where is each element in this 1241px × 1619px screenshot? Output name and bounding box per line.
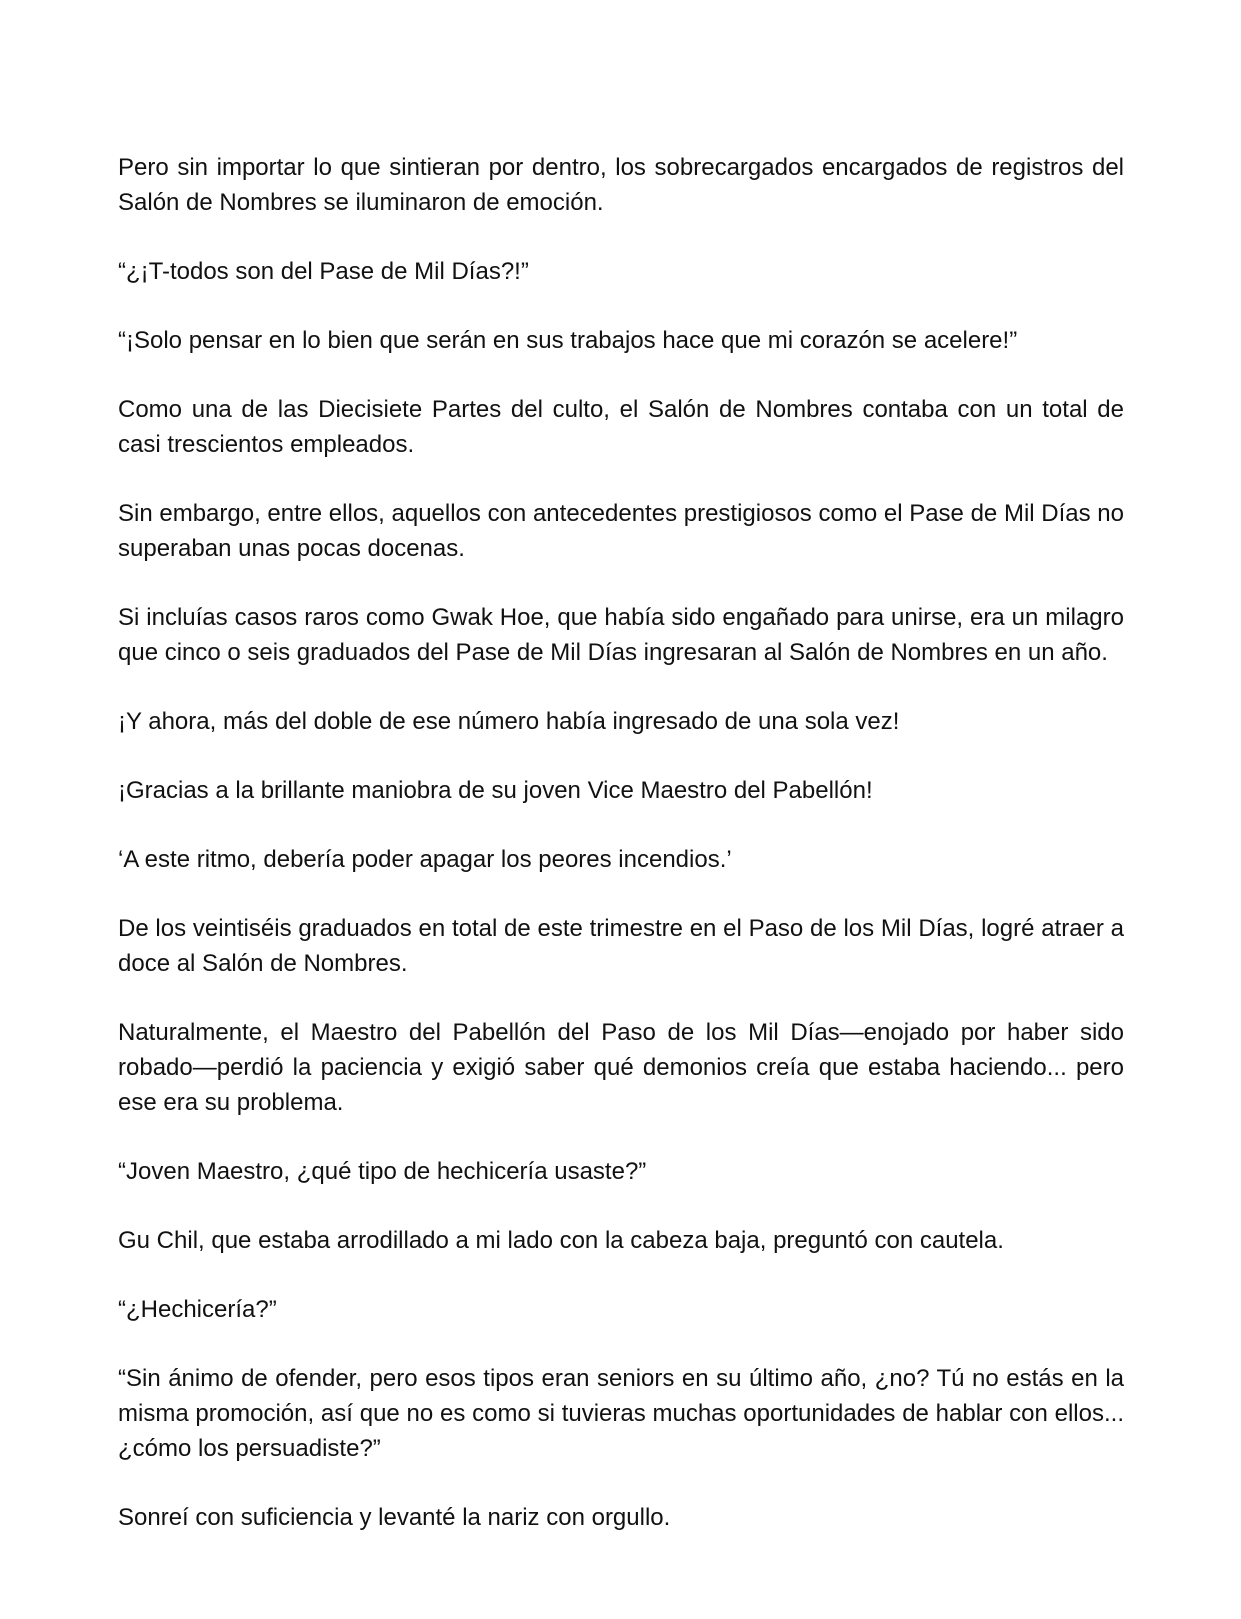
text-column	[118, 150, 1124, 1569]
paragraph: “Joven Maestro, ¿qué tipo de hechicería usaste?”	[118, 1158, 647, 1185]
paragraph: Gu Chil, que estaba arrodillado a mi lado con la cabeza baja, preguntó con cautela.	[118, 1227, 1004, 1254]
paragraph: “¿Hechicería?”	[118, 1296, 277, 1323]
paragraph: Pero sin importar lo que sintieran por dentro, los sobrecargados encargados de registros del Salón de Nombres se iluminaron de emoción.	[118, 154, 1124, 216]
paragraph: ¡Gracias a la brillante maniobra de su joven Vice Maestro del Pabellón!	[118, 777, 873, 804]
paragraph: Naturalmente, el Maestro del Pabellón del Paso de los Mil Días—enojado por haber sido robado—perdió la paciencia y exigió saber qué demonios creía que estaba haciendo... pero ese era su problema.	[118, 1019, 1124, 1116]
paragraph: “¿¡T-todos son del Pase de Mil Días?!”	[118, 258, 529, 285]
paragraph: “¡Solo pensar en lo bien que serán en sus trabajos hace que mi corazón se acelere!”	[118, 327, 1018, 354]
paragraph: Si incluías casos raros como Gwak Hoe, que había sido engañado para unirse, era un milagro que cinco o seis graduados del Pase de Mil Días ingresaran al Salón de Nombres en un año.	[118, 604, 1124, 666]
paragraph: Como una de las Diecisiete Partes del culto, el Salón de Nombres contaba con un total de casi trescientos empleados.	[118, 396, 1124, 458]
paragraph: Sin embargo, entre ellos, aquellos con antecedentes prestigiosos como el Pase de Mil Días no superaban unas pocas docenas.	[118, 500, 1124, 562]
paragraph: ¡Y ahora, más del doble de ese número había ingresado de una sola vez!	[118, 708, 900, 735]
paragraph: “Sin ánimo de ofender, pero esos tipos eran seniors en su último año, ¿no? Tú no estás en la misma promoción, así que no es como si tuvieras muchas oportunidades de hablar con ellos... ¿cómo los persuadiste?”	[118, 1365, 1124, 1462]
paragraph: De los veintiséis graduados en total de este trimestre en el Paso de los Mil Días, logré atraer a doce al Salón de Nombres.	[118, 915, 1124, 977]
paragraph: ‘A este ritmo, debería poder apagar los peores incendios.’	[118, 846, 732, 873]
paragraph: Sonreí con suficiencia y levanté la nariz con orgullo.	[118, 1504, 671, 1531]
